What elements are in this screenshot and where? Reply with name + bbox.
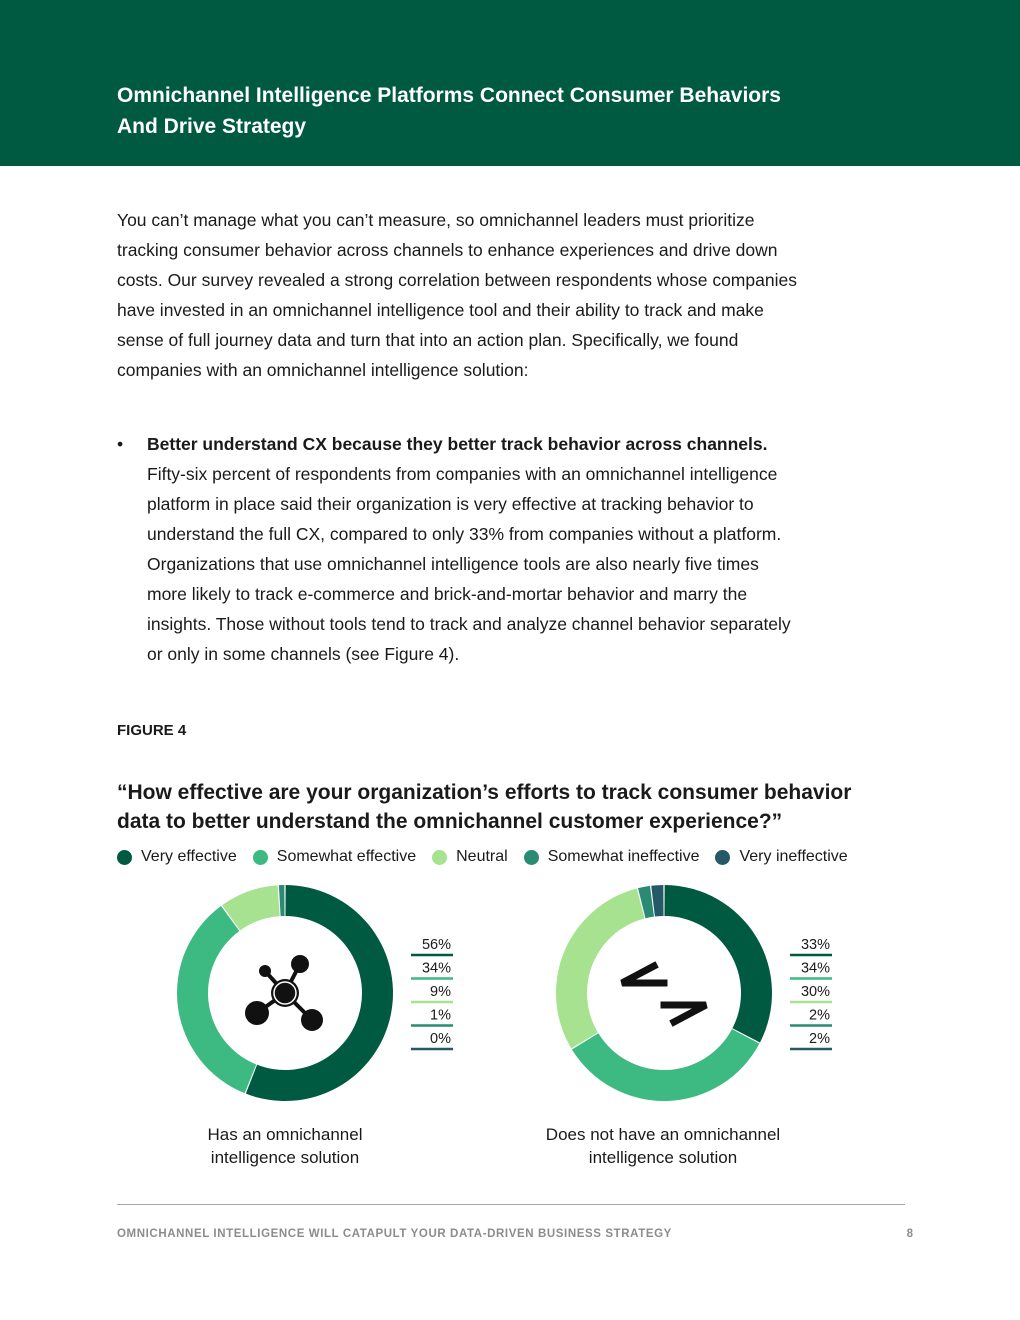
legend-item-very-ineffective — [715, 848, 847, 866]
legend-item-neutral — [432, 848, 508, 866]
chart-legend — [117, 845, 848, 869]
percentage-label-very-effective: 56% — [421, 937, 451, 953]
bullet-bold-text: Better understand CX because they better track behavior across channels. — [147, 434, 768, 454]
intro-paragraph: You can’t manage what you can’t measure, so omnichannel leaders must prioritize tracking consumer behavior across channels to enhance experiences and drive down costs. Our survey revealed a strong correlation between respondents whose companies have invested in an omnichannel intelligence tool and their ability to track and make sense of full journey data and turn that into an action plan. Specifically, we found companies with an omnichannel intelligence solution: — [117, 210, 797, 380]
caption-line-2: intelligence solution — [210, 1148, 360, 1167]
legend-label: Very ineffective — [739, 848, 848, 865]
legend-swatch — [715, 850, 730, 865]
bullet-text — [147, 429, 792, 669]
legend-item-very-effective — [117, 848, 237, 866]
legend-label: Somewhat ineffective — [547, 848, 700, 865]
page-title — [117, 80, 897, 142]
page-title-line-2: And Drive Strategy — [117, 115, 307, 138]
legend-label: Very effective — [141, 848, 237, 865]
chart-caption-with-solution — [184, 1123, 386, 1169]
percentage-label-very-ineffective: 0% — [430, 1031, 451, 1047]
legend-swatch — [524, 850, 539, 865]
page-title-line-1: Omnichannel Intelligence Platforms Connect Consumer Behaviors — [117, 84, 781, 107]
chart-title — [117, 778, 917, 836]
bullet-marker: • — [117, 434, 124, 454]
caption-line-2: intelligence solution — [588, 1148, 738, 1167]
percentage-label-very-ineffective: 2% — [809, 1031, 830, 1047]
donut-slice-somewhat-effective — [177, 906, 256, 1093]
chart-title-line-1: “How effective are your organization’s efforts to track consumer behavior — [117, 781, 852, 804]
percentage-label-somewhat-effective: 34% — [800, 960, 830, 977]
caption-line-1: Does not have an omnichannel — [545, 1125, 781, 1144]
bullet-body-text: Fifty-six percent of respondents from companies with an omnichannel intelligence platform in place said their organization is very effective at tracking behavior to understand the full CX, compared to only 33% from companies without a platform. Organizations that use omnichannel intelligence tools are also nearly five times more likely to track e-commerce and brick-and-mortar behavior and marry the insights. Those without tools tend to track and analyze channel behavior separately or only in some channels (see Figure 4). — [147, 464, 791, 664]
percentage-label-somewhat-ineffective: 2% — [809, 1007, 830, 1024]
donut-slice-neutral — [556, 888, 645, 1048]
legend-label: Neutral — [456, 848, 508, 865]
percentage-label-somewhat-ineffective: 1% — [430, 1007, 451, 1024]
network-hub-icon — [245, 955, 323, 1031]
donut-slice-somewhat-effective — [572, 1029, 759, 1101]
chart-title-line-2: data to better understand the omnichannel customer experience?” — [117, 810, 783, 833]
percentage-label-neutral: 9% — [430, 984, 451, 1000]
legend-label: Somewhat effective — [276, 848, 417, 865]
caption-line-1: Has an omnichannel — [207, 1125, 363, 1144]
chart-caption-without-solution — [524, 1123, 802, 1169]
footer-text: OMNICHANNEL INTELLIGENCE WILL CATAPULT YOUR DATA-DRIVEN BUSINESS STRATEGY — [117, 1228, 672, 1240]
donut-chart-without-solution — [556, 885, 772, 1101]
legend-item-somewhat-effective — [253, 848, 416, 866]
percentage-label-somewhat-effective: 34% — [421, 960, 451, 977]
percentage-label-very-effective: 33% — [800, 937, 830, 953]
percentage-label-neutral: 30% — [800, 984, 830, 1000]
donut-slice-somewhat-ineffective — [279, 885, 285, 916]
legend-swatch — [117, 850, 132, 865]
legend-swatch — [432, 850, 447, 865]
donut-charts — [0, 870, 1020, 1120]
legend-item-somewhat-ineffective — [524, 848, 700, 866]
page-number: 8 — [906, 1228, 913, 1240]
figure-label: FIGURE 4 — [117, 722, 187, 739]
footer-divider — [117, 1204, 905, 1205]
disconnected-arrows-icon — [622, 966, 706, 1022]
legend-swatch — [253, 850, 268, 865]
